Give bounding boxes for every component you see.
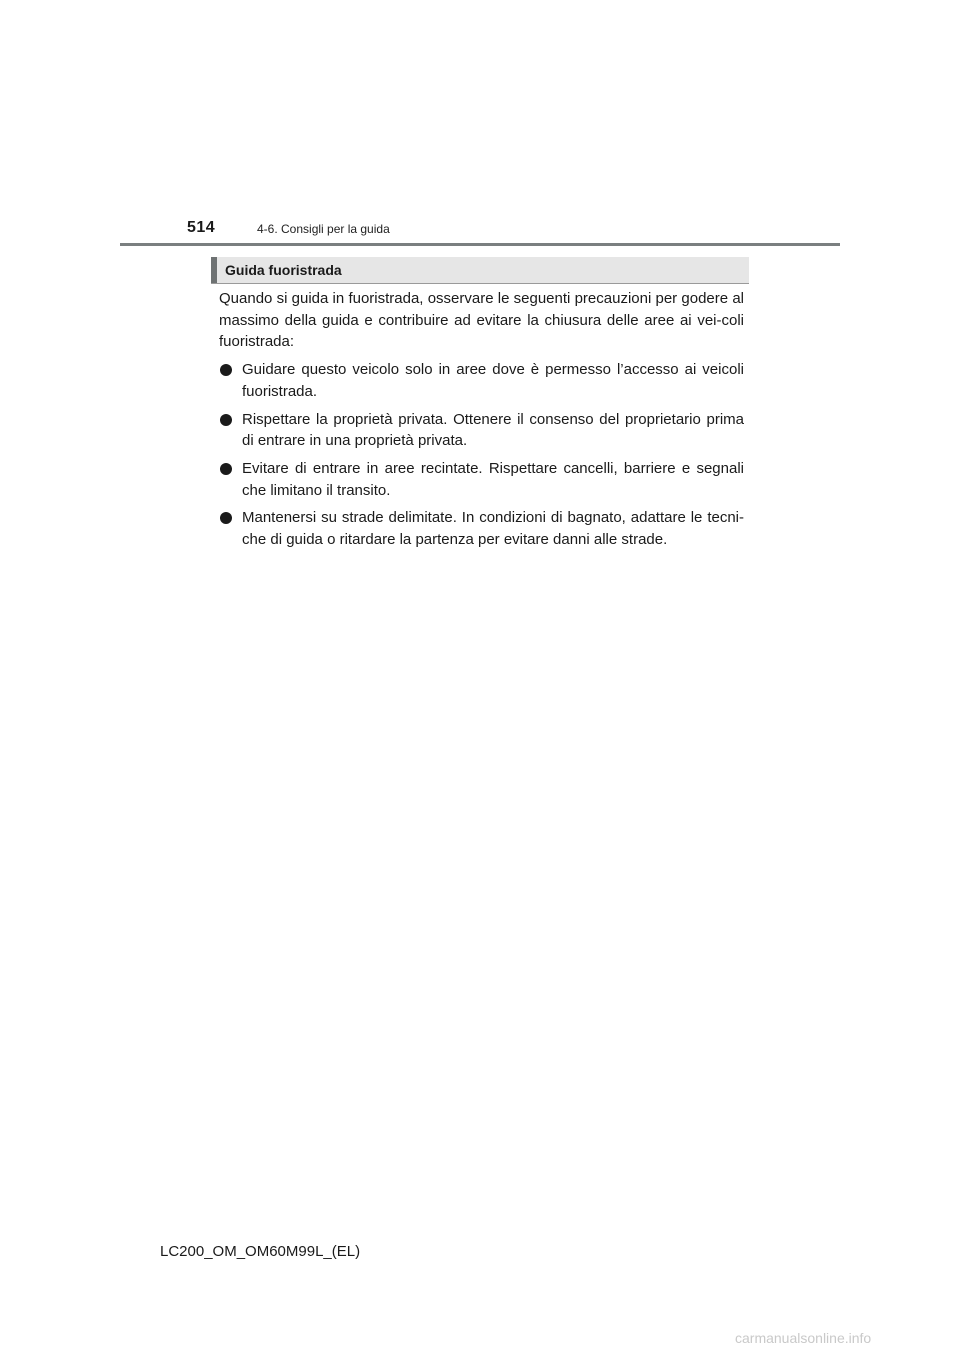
list-item-text: Rispettare la proprietà privata. Ottenere il consenso del proprietario prima di entrare in una proprietà privata. [242, 410, 744, 450]
list-item [219, 507, 744, 550]
bullet-icon [220, 512, 232, 524]
watermark: carmanualsonline.info [735, 1330, 872, 1346]
document-code: LC200_OM_OM60M99L_(EL) [160, 1243, 361, 1260]
subsection-heading [211, 257, 749, 284]
list-item-text: Evitare di entrare in aree recintate. Rispettare cancelli, barriere e segnali che limitano il transito. [242, 459, 744, 499]
bullet-icon [220, 364, 232, 376]
list-item [219, 409, 744, 452]
bullet-icon [220, 463, 232, 475]
list-item-text: Mantenersi su strade delimitate. In condizioni di bagnato, adattare le tecni-che di guida o ritardare la partenza per evitare danni alle strade. [242, 509, 744, 549]
body-content [219, 288, 744, 557]
bullet-icon [220, 414, 232, 426]
list-item [219, 458, 744, 501]
section-label: 4-6. Consigli per la guida [257, 222, 390, 236]
page-number: 514 [187, 219, 216, 236]
list-item-text: Guidare questo veicolo solo in aree dove è permesso l’accesso ai veicoli fuoristrada. [242, 361, 744, 400]
subsection-title: Guida fuoristrada [225, 262, 342, 278]
precautions-list [219, 359, 744, 551]
header-rule [120, 243, 840, 246]
list-item [219, 359, 744, 402]
intro-paragraph: Quando si guida in fuoristrada, osservare le seguenti precauzioni per godere al massimo della guida e contribuire ad evitare la chiusura delle aree ai vei-coli fuoristrada: [219, 290, 744, 351]
subsection-accent-bar [211, 257, 217, 283]
